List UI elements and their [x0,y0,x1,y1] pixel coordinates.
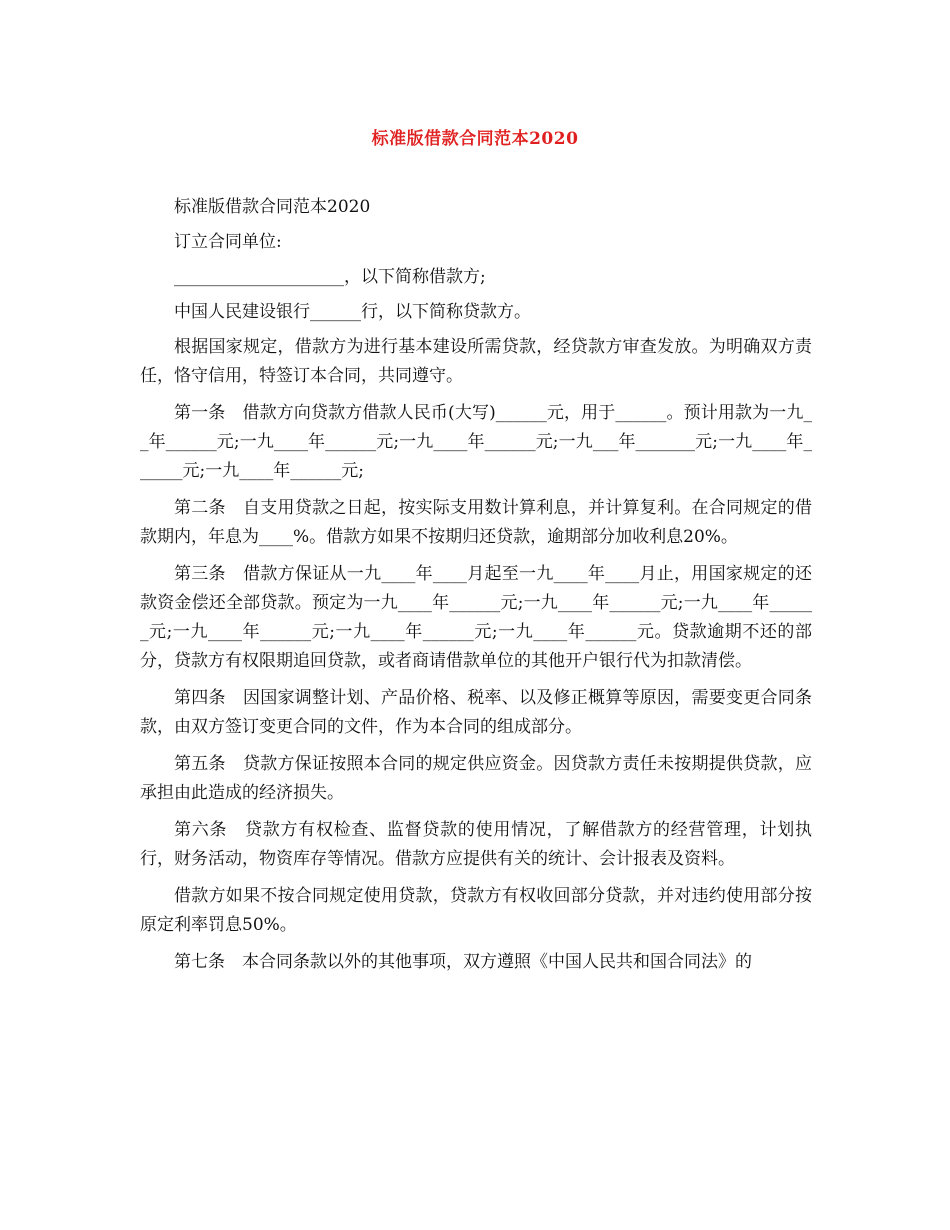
paragraph-article-7: 第七条 本合同条款以外的其他事项，双方遵照《中国人民共和国合同法》的 [174,952,752,972]
paragraph-preamble: 根据国家规定，借款方为进行基本建设所需贷款，经贷款方审查发放。为明确双方责任，恪守信用，特签订本合同，共同遵守。 [140,337,812,386]
paragraph-article-2: 第二条 自支用贷款之日起，按实际支用数计算利息，并计算复利。在合同规定的借款期内，年息为____%。借款方如果不按期归还贷款，逾期部分加收利息20%。 [140,498,812,547]
paragraph-article-1: 第一条 借款方向贷款方借款人民币(大写)______元，用于______。预计用款为一九__年______元;一九____年______元;一九____年______元;一九___年_______元;一九____年______元;一九____年______元; [140,403,812,481]
paragraph-article-4: 第四条 因国家调整计划、产品价格、税率、以及修正概算等原因，需要变更合同条款，由双方签订变更合同的文件，作为本合同的组成部分。 [140,688,812,737]
document-body [140,193,812,985]
paragraph-article-6: 第六条 贷款方有权检查、监督贷款的使用情况，了解借款方的经营管理，计划执行，财务活动，物资库存等情况。借款方应提供有关的统计、会计报表及资料。 [140,820,812,869]
paragraph-parties-label: 订立合同单位: [174,232,282,252]
paragraph-heading: 标准版借款合同范本2020 [174,197,371,217]
paragraph-article-3: 第三条 借款方保证从一九____年____月起至一九____年____月止，用国家规定的还款资金偿还全部贷款。预定为一九____年______元;一九____年______元;一九____年______元;一九____年______元;一九____年______元;一九____年______元。贷款逾期不还的部分，贷款方有权限期追回贷款，或者商请借款单位的其他开户银行代为扣款清偿。 [140,564,812,671]
document-title: 标准版借款合同范本2020 [371,129,579,149]
paragraph-borrower: ____________________，以下简称借款方; [174,267,486,287]
paragraph-article-6-continued: 借款方如果不按合同规定使用贷款，贷款方有权收回部分贷款，并对违约使用部分按原定利率罚息50%。 [140,886,812,935]
paragraph-lender: 中国人民建设银行______行，以下简称贷款方。 [174,302,531,322]
paragraph-article-5: 第五条 贷款方保证按照本合同的规定供应资金。因贷款方责任未按期提供贷款，应承担由此造成的经济损失。 [140,754,812,803]
